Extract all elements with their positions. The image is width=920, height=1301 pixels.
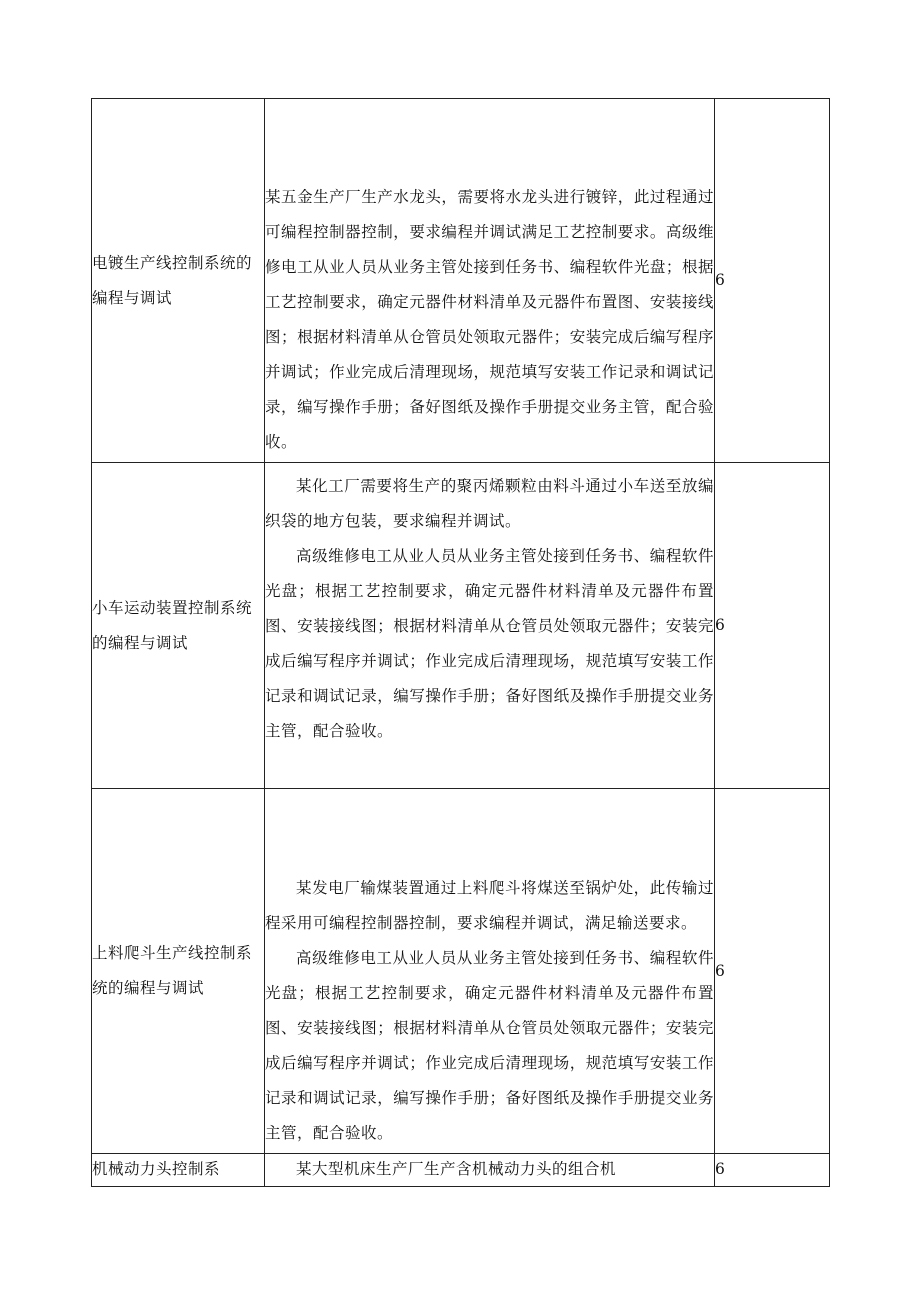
score-cell: 6 <box>715 789 830 1154</box>
score-cell: 6 <box>715 1154 830 1187</box>
description-paragraph: 某大型机床生产厂生产含机械动力头的组合机 <box>296 1160 617 1178</box>
task-table <box>91 98 830 1187</box>
task-description-cell <box>265 789 715 1154</box>
task-description-cell <box>265 463 715 789</box>
description-paragraph: 高级维修电工从业人员从业务主管处接到任务书、编程软件光盘；根据工艺控制要求，确定元器件材料清单及元器件布置图、安装接线图；根据材料清单从仓管员处领取元器件；安装完成后编写程序并调试；作业完成后清理现场，规范填写安装工作记录和调试记录，编写操作手册；备好图纸及操作手册提交业务主管，配合验收。 <box>265 547 714 740</box>
description-paragraph: 某化工厂需要将生产的聚丙烯颗粒由料斗通过小车送至放编织袋的地方包装，要求编程并调试。 <box>265 477 714 530</box>
task-name-cell: 电镀生产线控制系统的编程与调试 <box>92 99 265 463</box>
task-description-cell <box>265 99 715 463</box>
table-row <box>92 463 830 789</box>
task-name-cell: 小车运动装置控制系统的编程与调试 <box>92 463 265 789</box>
table-row <box>92 1154 830 1187</box>
description-paragraph: 高级维修电工从业人员从业务主管处接到任务书、编程软件光盘；根据工艺控制要求，确定元器件材料清单及元器件布置图、安装接线图；根据材料清单从仓管员处领取元器件；安装完成后编写程序并调试；作业完成后清理现场，规范填写安装工作记录和调试记录，编写操作手册；备好图纸及操作手册提交业务主管，配合验收。 <box>265 949 714 1142</box>
description-paragraph: 某五金生产厂生产水龙头，需要将水龙头进行镀锌，此过程通过可编程控制器控制，要求编程并调试满足工艺控制要求。高级维修电工从业人员从业务主管处接到任务书、编程软件光盘；根据工艺控制要求，确定元器件材料清单及元器件布置图、安装接线图；根据材料清单从仓管员处领取元器件；安装完成后编写程序并调试；作业完成后清理现场，规范填写安装工作记录和调试记录，编写操作手册；备好图纸及操作手册提交业务主管，配合验收。 <box>265 188 714 451</box>
score-cell: 6 <box>715 463 830 789</box>
table-row <box>92 99 830 463</box>
task-name-cell: 机械动力头控制系 <box>92 1154 265 1187</box>
score-cell: 6 <box>715 99 830 463</box>
task-name-cell: 上料爬斗生产线控制系统的编程与调试 <box>92 789 265 1154</box>
task-description-cell <box>265 1154 715 1187</box>
description-paragraph: 某发电厂输煤装置通过上料爬斗将煤送至锅炉处，此传输过程采用可编程控制器控制，要求编程并调试，满足输送要求。 <box>265 879 714 932</box>
table-row <box>92 789 830 1154</box>
